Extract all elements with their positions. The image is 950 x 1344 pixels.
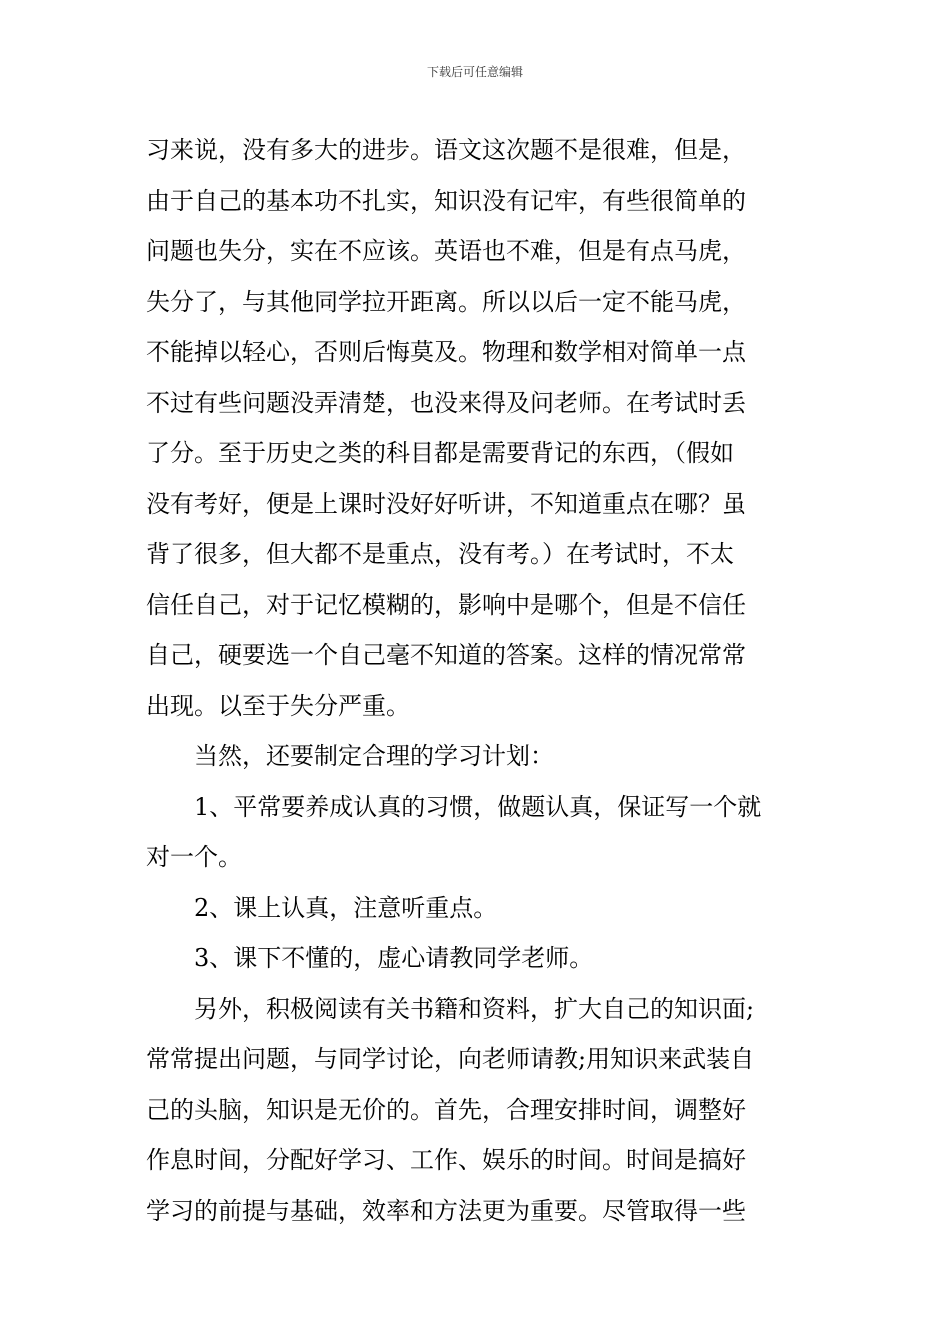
text-line: 习来说，没有多大的进步。语文这次题不是很难，但是， (146, 136, 746, 164)
document-body (146, 125, 806, 1236)
text-line: 了分。至于历史之类的科目都是需要背记的东西，（假如 (146, 439, 734, 467)
text-line: 没有考好，便是上课时没好好听讲，不知道重点在哪？虽 (146, 489, 746, 518)
text-line: 对一个。 (146, 843, 242, 871)
paragraph-first-line: 另外，积极阅读有关书籍和资料，扩大自己的知识面; (194, 994, 755, 1023)
text-line: 问题也失分，实在不应该。英语也不难，但是有点马虎， (146, 237, 746, 265)
text-line: 信任自己，对于记忆模糊的，影响中是哪个，但是不信任 (146, 590, 746, 619)
text-line: 不能掉以轻心，否则后悔莫及。物理和数学相对简单一点 (146, 338, 746, 366)
paragraph-first-line: 当然，还要制定合理的学习计划： (194, 742, 554, 770)
text-line: 作息时间，分配好学习、工作、娱乐的时间。时间是搞好 (146, 1146, 746, 1174)
text-line: 出现。以至于失分严重。 (146, 691, 410, 720)
list-item-2: 2、课上认真，注意听重点。 (194, 893, 498, 922)
text-line: 学习的前提与基础，效率和方法更为重要。尽管取得一些 (146, 1196, 746, 1225)
text-line: 背了很多，但大都不是重点，没有考。）在考试时，不太 (146, 540, 734, 568)
text-line: 不过有些问题没弄清楚，也没来得及问老师。在考试时丢 (146, 388, 746, 417)
text-line: 失分了，与其他同学拉开距离。所以以后一定不能马虎， (146, 287, 746, 316)
list-item-1: 1、平常要养成认真的习惯，做题认真，保证写一个就 (194, 792, 762, 821)
list-item-3: 3、课下不懂的，虚心请教同学老师。 (194, 944, 594, 972)
text-line: 常常提出问题，与同学讨论，向老师请教;用知识来武装自 (146, 1045, 755, 1073)
page-header-note: 下载后可任意编辑 (426, 65, 523, 79)
text-line: 己的头脑，知识是无价的。首先，合理安排时间，调整好 (146, 1095, 746, 1124)
text-line: 由于自己的基本功不扎实，知识没有记牢，有些很简单的 (146, 186, 746, 215)
text-line: 自己，硬要选一个自己毫不知道的答案。这样的情况常常 (146, 641, 746, 669)
